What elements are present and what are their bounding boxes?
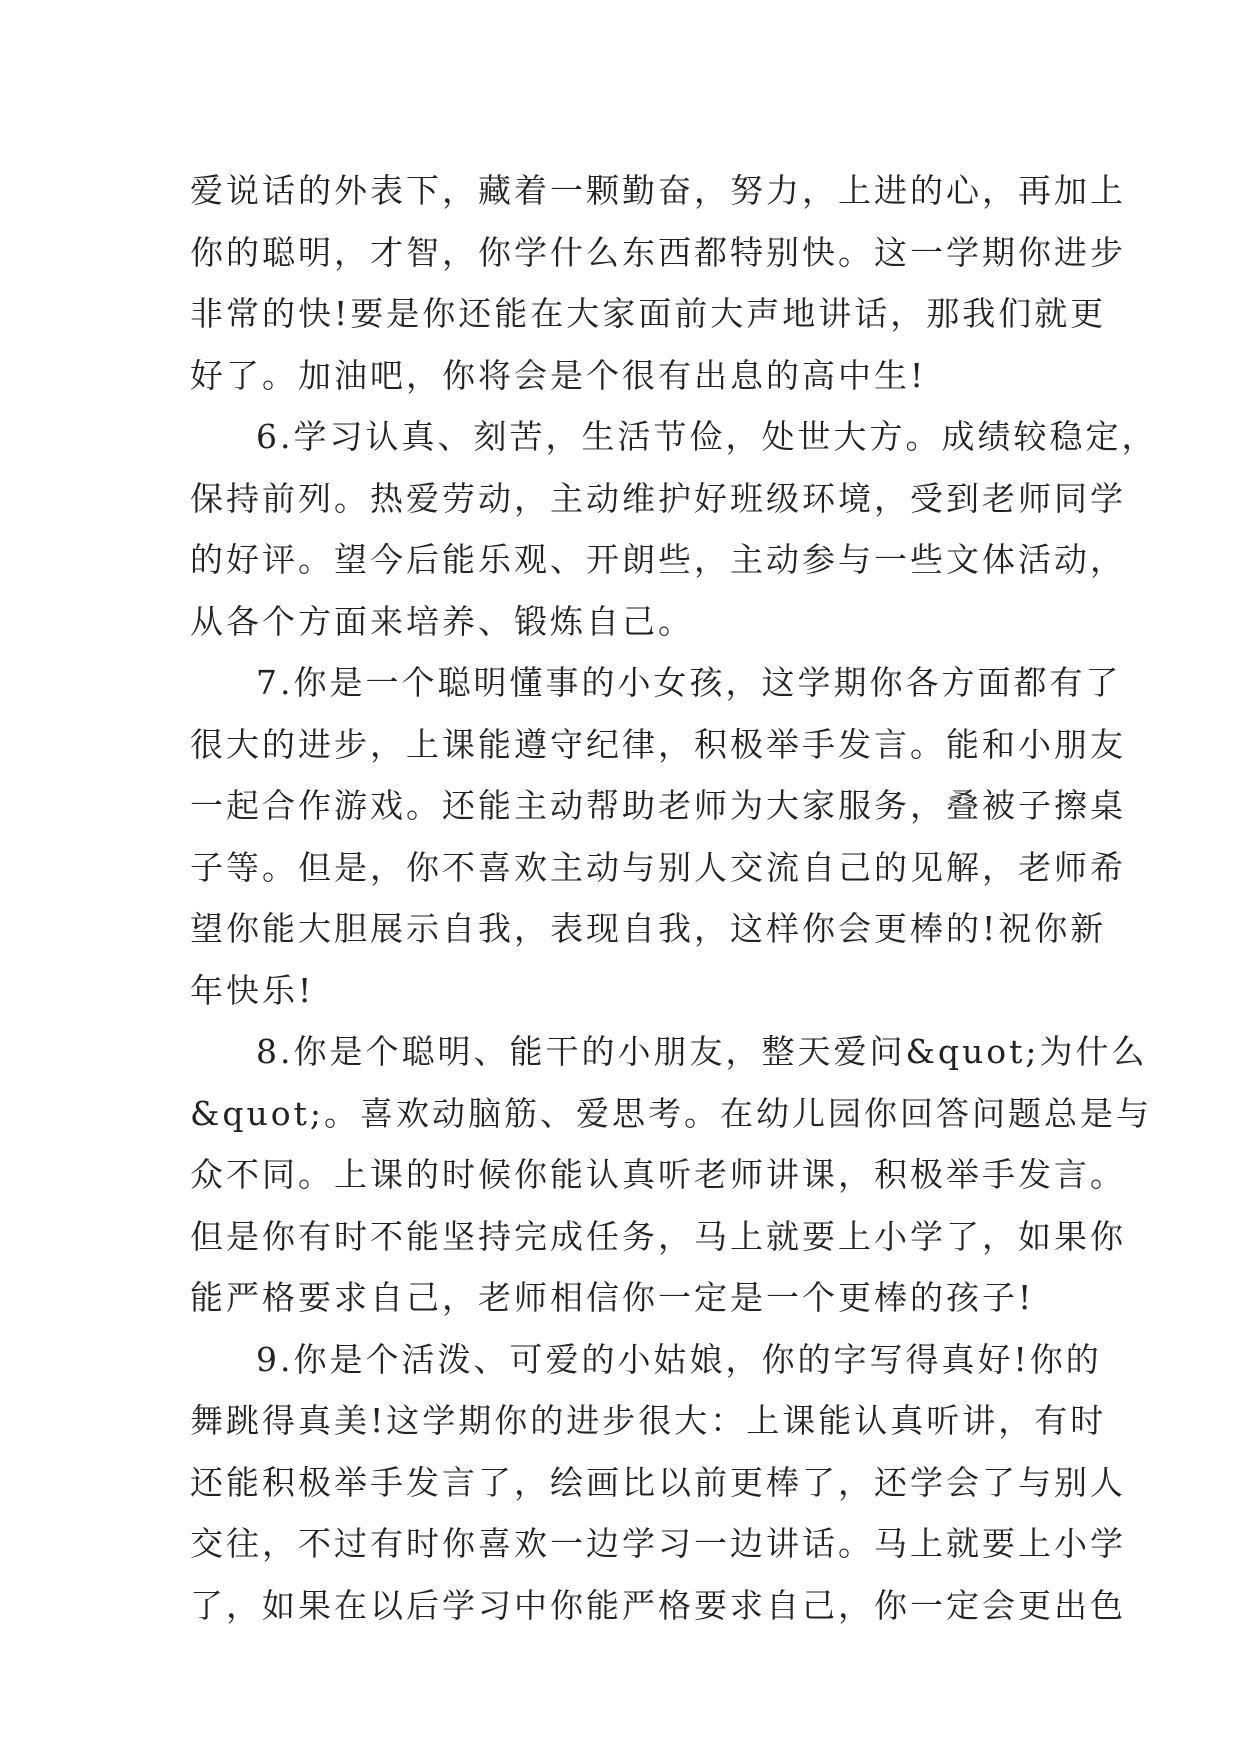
text-line: 年快乐! <box>190 970 315 1010</box>
text-line: 子等。但是，你不喜欢主动与别人交流自己的见解，老师希 <box>190 847 1126 887</box>
text-line: 从各个方面来培养、锻炼自己。 <box>190 601 694 641</box>
text-line: 爱说话的外表下，藏着一颗勤奋，努力，上进的心，再加上 <box>190 171 1126 210</box>
text-line: 能严格要求自己，老师相信你一定是一个更棒的孩子! <box>190 1278 1035 1317</box>
text-line: 但是你有时不能坚持完成任务，马上就要上小学了，如果你 <box>190 1216 1126 1256</box>
document-body <box>190 160 1158 1636</box>
text-line: 望你能大胆展示自我，表现自我，这样你会更棒的!祝你新 <box>190 909 1107 948</box>
text-line: 的好评。望今后能乐观、开朗些，主动参与一些文体活动， <box>190 540 1126 579</box>
text-line: 好了。加油吧，你将会是个很有出息的高中生! <box>190 355 927 395</box>
text-line: 一起合作游戏。还能主动帮助老师为大家服务，叠被子擦桌 <box>190 786 1126 825</box>
text-line: &quot;。喜欢动脑筋、爱思考。在幼儿园你回答问题总是与 <box>190 1093 1152 1133</box>
text-line: 舞跳得真美!这学期你的进步很大：上课能认真听讲，有时 <box>190 1401 1107 1440</box>
text-line: 众不同。上课的时候你能认真听老师讲课，积极举手发言。 <box>190 1155 1126 1194</box>
paragraph-start-line: 6.学习认真、刻苦，生活节俭，处世大方。成绩较稳定， <box>256 417 1158 456</box>
text-line: 交往，不过有时你喜欢一边学习一边讲话。马上就要上小学 <box>190 1524 1126 1563</box>
text-line: 非常的快!要是你还能在大家面前大声地讲话，那我们就更 <box>190 294 1107 333</box>
text-line: 你的聪明，才智，你学什么东西都特别快。这一学期你进步 <box>190 232 1126 272</box>
text-line: 还能积极举手发言了，绘画比以前更棒了，还学会了与别人 <box>190 1462 1126 1502</box>
paragraph-start-line: 8.你是个聪明、能干的小朋友，整天爱问&quot;为什么 <box>256 1032 1148 1071</box>
text-line: 了，如果在以后学习中你能严格要求自己，你一定会更出色 <box>190 1585 1126 1625</box>
text-line: 保持前列。热爱劳动，主动维护好班级环境，受到老师同学 <box>190 478 1126 518</box>
text-line: 很大的进步，上课能遵守纪律，积极举手发言。能和小朋友 <box>190 724 1126 764</box>
paragraph-start-line: 9.你是个活泼、可爱的小姑娘，你的字写得真好!你的 <box>256 1339 1102 1379</box>
paragraph-start-line: 7.你是一个聪明懂事的小女孩，这学期你各方面都有了 <box>256 663 1122 702</box>
